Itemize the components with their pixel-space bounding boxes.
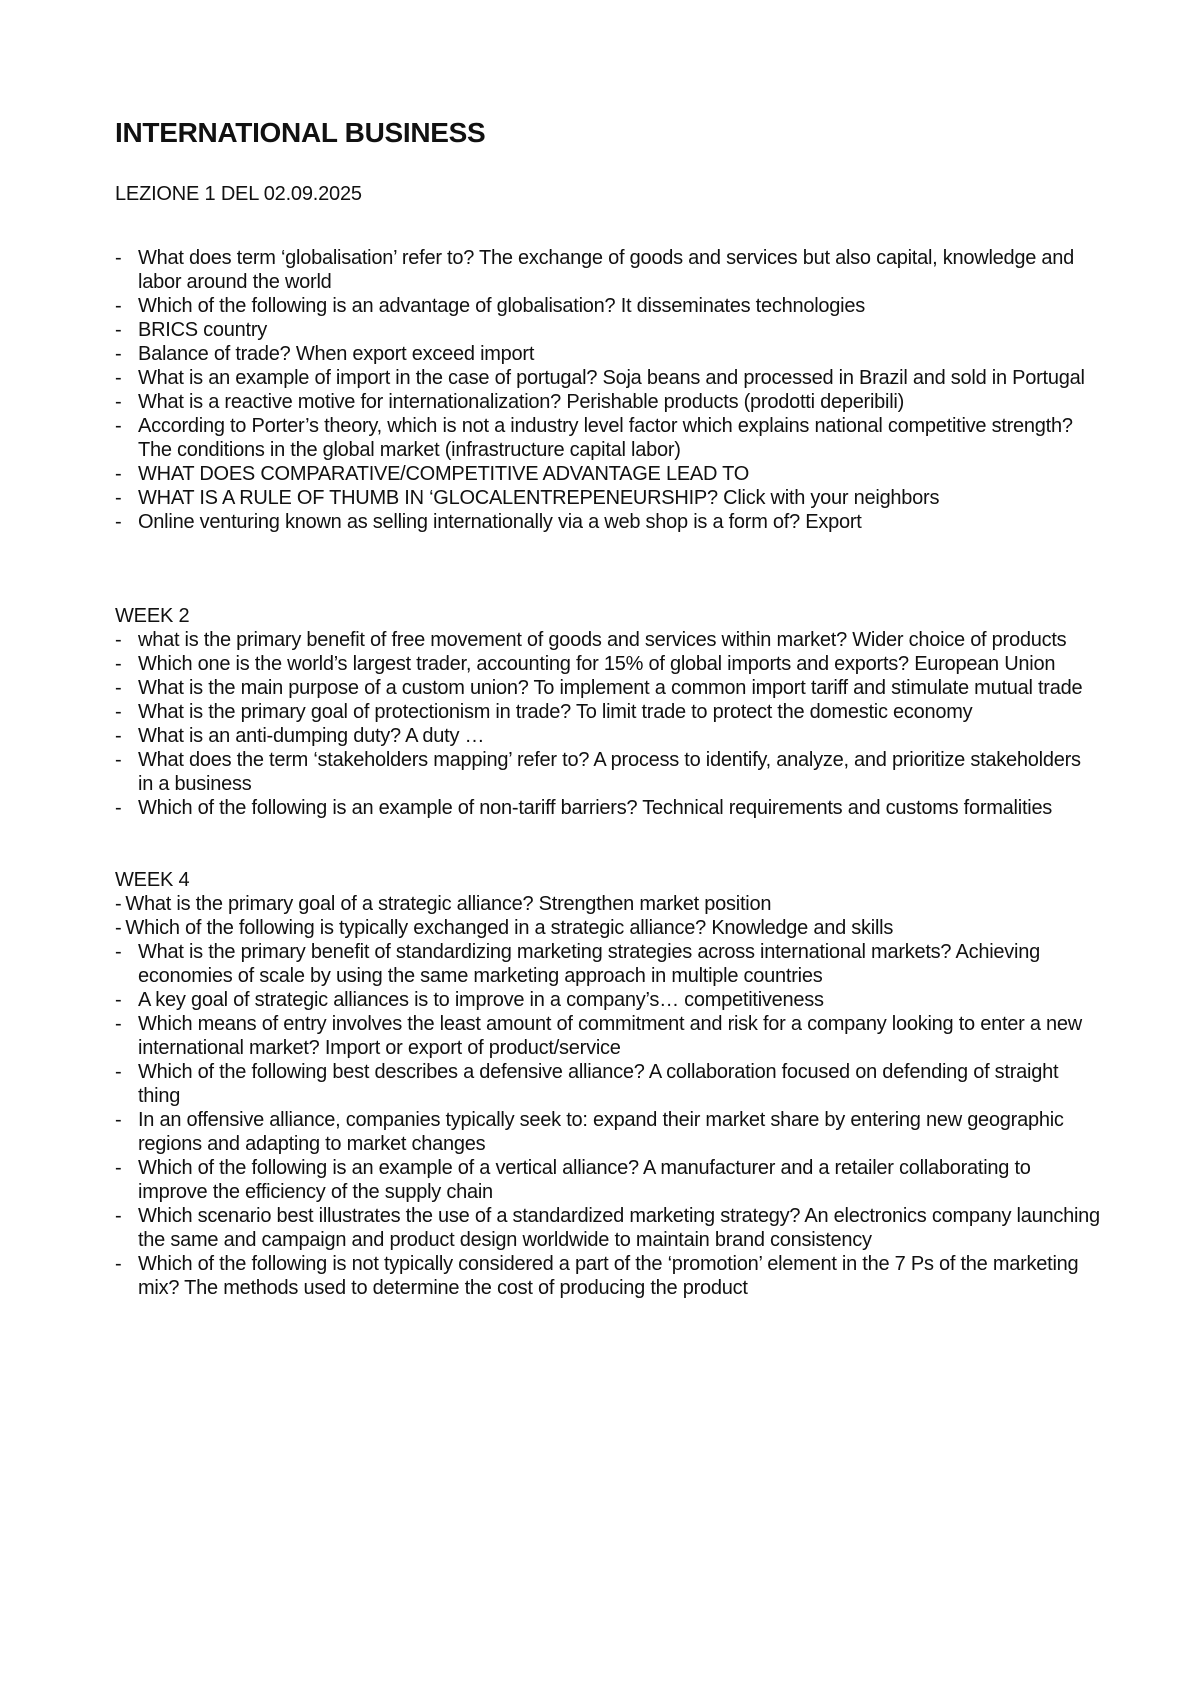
bullet-dash: - bbox=[115, 295, 122, 317]
list-item bbox=[115, 628, 1100, 652]
question-text: Which of the following is not typically considered a part of the ‘promotion’ element in the 7 Ps of the marketing mix? The methods used to determine the cost of producing the product bbox=[138, 1253, 1079, 1299]
bullet-dash: - bbox=[115, 749, 122, 771]
question-text: What is an anti-dumping duty? A duty … bbox=[138, 725, 485, 747]
bullet-dash: - bbox=[115, 391, 122, 413]
list-item bbox=[115, 1060, 1100, 1108]
bullet-dash: - bbox=[115, 511, 122, 533]
question-list bbox=[115, 892, 1100, 1300]
bullet-dash: - bbox=[115, 725, 122, 747]
list-item bbox=[115, 318, 1100, 342]
bullet-dash: - bbox=[115, 917, 122, 939]
list-item bbox=[115, 1156, 1100, 1204]
bullet-dash: - bbox=[115, 677, 122, 699]
question-text: Which of the following is an example of non-tariff barriers? Technical requirements and customs formalities bbox=[138, 797, 1053, 819]
bullet-dash: - bbox=[115, 247, 122, 269]
bullet-dash: - bbox=[115, 941, 122, 963]
question-text: What is the primary benefit of standardizing marketing strategies across international markets? Achieving economies of scale by using the same marketing approach in multiple countries bbox=[138, 941, 1040, 987]
list-item bbox=[115, 1204, 1100, 1252]
bullet-dash: - bbox=[115, 367, 122, 389]
bullet-dash: - bbox=[115, 463, 122, 485]
question-text: Which one is the world’s largest trader, accounting for 15% of global imports and exports? European Union bbox=[138, 653, 1056, 675]
question-text: A key goal of strategic alliances is to improve in a company’s… competitiveness bbox=[138, 989, 824, 1011]
question-text: What does the term ‘stakeholders mapping’ refer to? A process to identify, analyze, and prioritize stakeholders in a business bbox=[138, 749, 1081, 795]
list-item bbox=[115, 652, 1100, 676]
bullet-dash: - bbox=[115, 989, 122, 1011]
bullet-dash: - bbox=[115, 415, 122, 437]
question-text: WHAT DOES COMPARATIVE/COMPETITIVE ADVANTAGE LEAD TO bbox=[138, 463, 750, 485]
section-heading: WEEK 2 bbox=[115, 605, 190, 627]
question-text: What is the primary goal of protectionism in trade? To limit trade to protect the domestic economy bbox=[138, 701, 973, 723]
bullet-dash: - bbox=[115, 1157, 122, 1179]
list-item bbox=[115, 796, 1100, 820]
section-week-2 bbox=[115, 604, 1100, 820]
list-item bbox=[115, 246, 1100, 294]
question-text: Which of the following is an advantage of globalisation? It disseminates technologies bbox=[138, 295, 865, 317]
list-item bbox=[115, 748, 1100, 796]
list-item bbox=[115, 294, 1100, 318]
bullet-dash: - bbox=[115, 487, 122, 509]
list-item bbox=[115, 892, 1100, 916]
list-item bbox=[115, 700, 1100, 724]
question-text: In an offensive alliance, companies typically seek to: expand their market share by entering new geographic regions and adapting to market changes bbox=[138, 1109, 1064, 1155]
question-text: Online venturing known as selling internationally via a web shop is a form of? Export bbox=[138, 511, 862, 533]
list-item bbox=[115, 462, 1100, 486]
document-title: INTERNATIONAL BUSINESS bbox=[115, 117, 486, 148]
question-text: What is the main purpose of a custom union? To implement a common import tariff and stimulate mutual trade bbox=[138, 677, 1083, 699]
list-item bbox=[115, 676, 1100, 700]
list-item bbox=[115, 1108, 1100, 1156]
question-text: What does term ‘globalisation’ refer to? The exchange of goods and services but also capital, knowledge and labor around the world bbox=[138, 247, 1075, 293]
bullet-dash: - bbox=[115, 1013, 122, 1035]
question-text: Balance of trade? When export exceed import bbox=[138, 343, 535, 365]
list-item bbox=[115, 916, 1100, 940]
question-text: Which of the following best describes a defensive alliance? A collaboration focused on defending of straight thing bbox=[138, 1061, 1059, 1107]
bullet-dash: - bbox=[115, 1205, 122, 1227]
section-heading: WEEK 4 bbox=[115, 869, 190, 891]
question-text: According to Porter’s theory, which is not a industry level factor which explains national competitive strength? The conditions in the global market (infrastructure capital labor) bbox=[138, 415, 1073, 461]
list-item bbox=[115, 510, 1100, 534]
list-item bbox=[115, 342, 1100, 366]
list-item bbox=[115, 724, 1100, 748]
list-item bbox=[115, 1252, 1100, 1300]
list-item bbox=[115, 366, 1100, 390]
question-text: Which means of entry involves the least amount of commitment and risk for a company looking to enter a new international market? Import or export of product/service bbox=[138, 1013, 1082, 1059]
bullet-dash: - bbox=[115, 343, 122, 365]
bullet-dash: - bbox=[115, 893, 122, 915]
bullet-dash: - bbox=[115, 797, 122, 819]
question-list bbox=[115, 246, 1100, 534]
bullet-dash: - bbox=[115, 319, 122, 341]
question-text: Which scenario best illustrates the use of a standardized marketing strategy? An electronics company launching the same and campaign and product design worldwide to maintain brand consistency bbox=[138, 1205, 1100, 1251]
list-item bbox=[115, 1012, 1100, 1060]
list-item bbox=[115, 414, 1100, 462]
list-item bbox=[115, 940, 1100, 988]
question-text: Which of the following is an example of a vertical alliance? A manufacturer and a retailer collaborating to improve the efficiency of the supply chain bbox=[138, 1157, 1031, 1203]
section-week-4 bbox=[115, 868, 1100, 1300]
lesson-subtitle: LEZIONE 1 DEL 02.09.2025 bbox=[115, 183, 362, 205]
bullet-dash: - bbox=[115, 1253, 122, 1275]
question-list bbox=[115, 628, 1100, 820]
section-lesson-1 bbox=[115, 246, 1100, 534]
bullet-dash: - bbox=[115, 701, 122, 723]
bullet-dash: - bbox=[115, 1109, 122, 1131]
question-text: what is the primary benefit of free movement of goods and services within market? Wider choice of products bbox=[138, 629, 1067, 651]
bullet-dash: - bbox=[115, 629, 122, 651]
question-text: What is an example of import in the case of portugal? Soja beans and processed in Brazil and sold in Portugal bbox=[138, 367, 1085, 389]
question-text: What is the primary goal of a strategic alliance? Strengthen market position bbox=[125, 893, 772, 915]
bullet-dash: - bbox=[115, 1061, 122, 1083]
question-text: BRICS country bbox=[138, 319, 268, 341]
question-text: What is a reactive motive for internationalization? Perishable products (prodotti deperibili) bbox=[138, 391, 905, 413]
question-text: Which of the following is typically exchanged in a strategic alliance? Knowledge and skills bbox=[125, 917, 894, 939]
document-page bbox=[115, 116, 1100, 1300]
list-item bbox=[115, 390, 1100, 414]
question-text: WHAT IS A RULE OF THUMB IN ‘GLOCALENTREPENEURSHIP? Click with your neighbors bbox=[138, 487, 940, 509]
list-item bbox=[115, 988, 1100, 1012]
list-item bbox=[115, 486, 1100, 510]
bullet-dash: - bbox=[115, 653, 122, 675]
